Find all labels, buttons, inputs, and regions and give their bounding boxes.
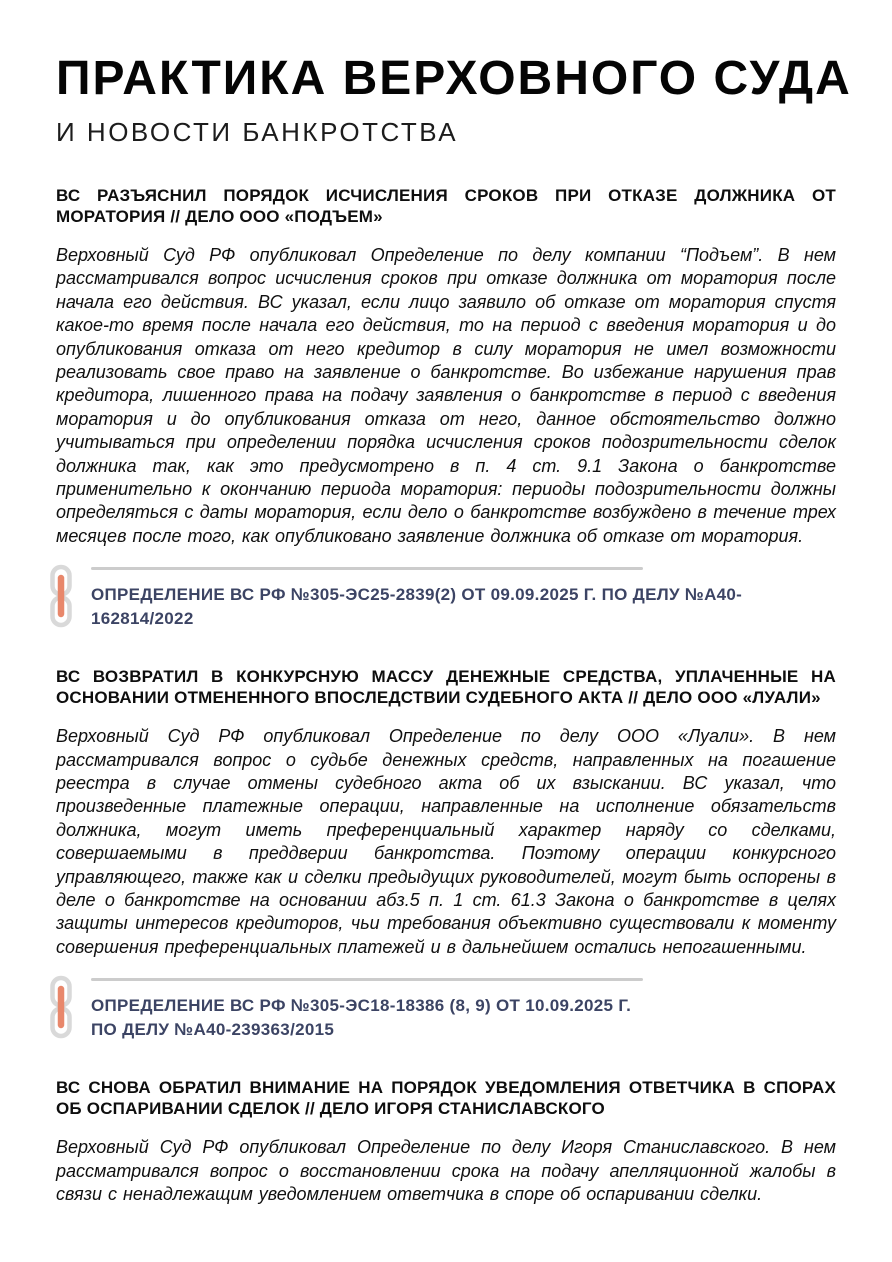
citation-line: ПО ДЕЛУ №А40-239363/2015 (91, 1019, 335, 1039)
article-section (56, 185, 836, 633)
chain-link-icon (48, 975, 74, 1044)
citation-block (48, 564, 836, 633)
article-heading: ВС СНОВА ОБРАТИЛ ВНИМАНИЕ НА ПОРЯДОК УВЕДОМЛЕНИЯ ОТВЕТЧИКА В СПОРАХ ОБ ОСПАРИВАНИИ СДЕЛОК // ДЕЛО ИГОРЯ СТАНИСЛАВСКОГО (56, 1078, 836, 1119)
page-header (56, 52, 852, 148)
chain-link-icon (48, 564, 74, 633)
article-section (56, 666, 836, 1044)
citation-content (91, 567, 836, 631)
article-body-text: Верховный Суд РФ опубликовал Определение по делу Игоря Станиславского. В нем рассматривался вопрос о восстановлении срока на подачу апелляционной жалобы в связи с ненадлежащим уведомлением ответчика в споре об оспаривании сделки. (56, 1137, 836, 1205)
articles-container (56, 185, 836, 1207)
citation-block (48, 975, 836, 1044)
citation-divider (91, 978, 643, 981)
citation-content (91, 978, 836, 1042)
page-subtitle: И НОВОСТИ БАНКРОТСТВА (56, 116, 459, 147)
citation-line: ОПРЕДЕЛЕНИЕ ВС РФ №305-ЭС18-18386 (8, 9) ОТ 10.09.2025 Г. (91, 995, 632, 1015)
citation-text (91, 994, 836, 1042)
article-section (56, 1077, 836, 1206)
article-body-text: Верховный Суд РФ опубликовал Определение по делу ООО «Луали». В нем рассматривался вопрос о судьбе денежных средств, направленных на погашение реестра в случае отмены судебного акта об их взыскании. ВС указал, что произведенные платежные операции, направленные на исполнение обязательств должника, могут иметь преференциальный характер наряду со сделками, совершаемыми в преддверии банкротства. Поэтому операции конкурсного управляющего, также как и сделки предыдущих руководителей, могут быть оспорены в деле о банкротстве на основании абз.5 п. 1 ст. 61.3 Закона о банкротстве в целях защиты интересов кредиторов, чьи требования объективно существовали к моменту совершения преференциальных платежей и в дальнейшем остались непогашенными. (56, 726, 836, 957)
citation-divider (91, 567, 643, 570)
page-title: ПРАКТИКА ВЕРХОВНОГО СУДА (56, 52, 852, 105)
article-body-text: Верховный Суд РФ опубликовал Определение по делу компании “Подъем”. В нем рассматривался вопрос исчисления сроков при отказе должника от моратория после начала его действия. ВС указал, если лицо заявило об отказе от моратория спустя какое-то время после начала его действия, то на период с введения моратория и до опубликования отказа от него кредитор в силу моратория не имел возможности реализовать свое право на заявление о банкротстве. Во избежание нарушения прав кредитора, лишенного права на подачу заявления о банкротстве в период с введения моратория и до опубликования отказа от него, данное обстоятельство должно учитываться при определении порядка исчисления сроков подозрительности сделок должника так, как это предусмотрено в п. 4 ст. 9.1 Закона о банкротстве применительно к окончанию периода моратория: периоды подозрительности должны определяться с даты моратория, если дело о банкротстве возбуждено в течение трех месяцев после того, как опубликовано заявление должника об отказе от моратория. (56, 245, 836, 546)
citation-line: ОПРЕДЕЛЕНИЕ ВС РФ №305-ЭС25-2839(2) ОТ 09.09.2025 Г. ПО ДЕЛУ №А40-162814/2022 (91, 584, 743, 628)
article-heading: ВС ВОЗВРАТИЛ В КОНКУРСНУЮ МАССУ ДЕНЕЖНЫЕ СРЕДСТВА, УПЛАЧЕННЫЕ НА ОСНОВАНИИ ОТМЕНЕННОГО ВПОСЛЕДСТВИИ СУДЕБНОГО АКТА // ДЕЛО ООО «ЛУАЛИ» (56, 667, 836, 708)
citation-text (91, 583, 836, 631)
article-heading: ВС РАЗЪЯСНИЛ ПОРЯДОК ИСЧИСЛЕНИЯ СРОКОВ ПРИ ОТКАЗЕ ДОЛЖНИКА ОТ МОРАТОРИЯ // ДЕЛО ООО «ПОДЪЕМ» (56, 185, 836, 226)
